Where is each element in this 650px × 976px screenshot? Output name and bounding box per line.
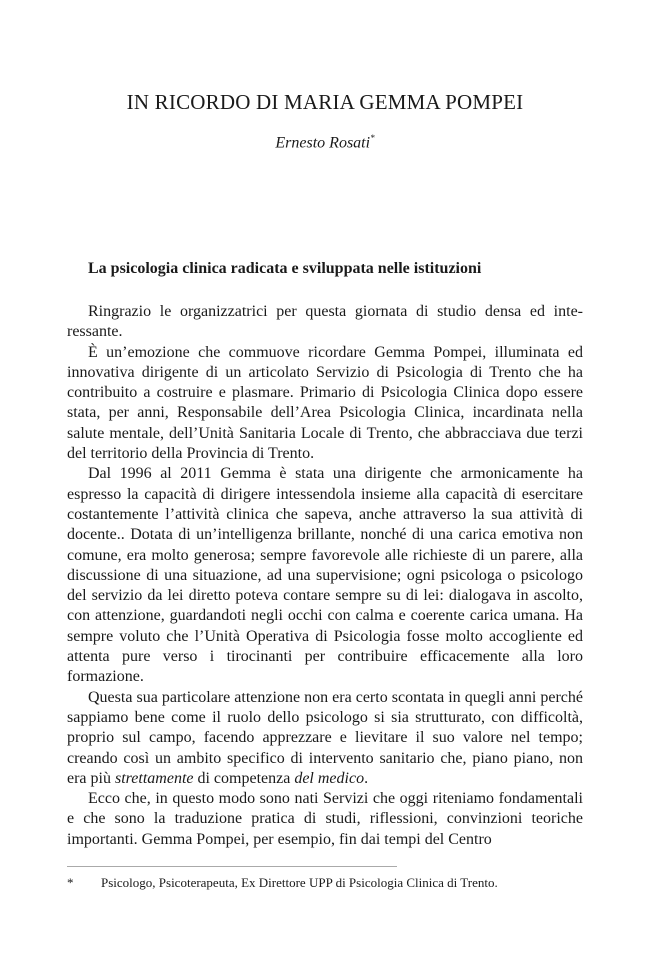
paragraph-4-text-end: . (364, 769, 369, 787)
paragraph-1: Ringrazio le organizzatrici per questa giornata di studio densa ed interessante. (67, 303, 583, 341)
section-heading: La psicologia clinica radicata e sviluppata nelle istituzioni (88, 260, 482, 277)
footnote-reference: * (370, 133, 375, 143)
footnote (67, 875, 583, 891)
footnote-divider (67, 866, 397, 867)
paragraph-4-text-start: Questa sua particolare attenzione non era certo scontata in quegli anni perché sappiamo bene come il ruolo dello psicologo si sia strutturato, con difficoltà, proprio sul campo, facendo apprezzare e lievitare il suo valore nel tempo; creando così un ambito specifico di intervento sanitario che, piano piano, non era più (67, 688, 583, 787)
emphasis-del-medico: del medico (294, 769, 365, 787)
paragraph-4 (67, 688, 583, 789)
paragraph-5: Ecco che, in questo modo sono nati Servizi che oggi riteniamo fondamentali e che sono la traduzione pratica di studi, riflessioni, convinzioni teoriche importanti. Gemma Pompei, per esempio, fin dai tempi del Centro (67, 790, 583, 848)
footnote-mark: * (67, 875, 74, 890)
paragraph-4-text-mid: di competenza (193, 769, 295, 787)
footnote-text: Psicologo, Psicoterapeuta, Ex Direttore UPP di Psicologia Clinica di Trento. (101, 875, 498, 890)
emphasis-strettamente: strettamente (114, 769, 194, 787)
paragraph-2: È un’emozione che commuove ricordare Gemma Pompei, illuminata ed innovativa dirigente di un articolato Servizio di Psicologia di Trento che ha contribuito a costruire e plasmare. Primario di Psicologia Clinica dopo essere stata, per anni, Responsabile dell’Area Psicologia Clinica, incardinata nella salute mentale, dell’Unità Sanitaria Locale di Trento, che abbracciava due terzi del territorio della Provincia di Trento. (67, 343, 583, 463)
page-title: IN RICORDO DI MARIA GEMMA POMPEI (126, 90, 524, 114)
paragraph-3: Dal 1996 al 2011 Gemma è stata una dirigente che armonicamente ha espresso la capacità di dirigere intessendola insieme alla capacità di esercitare costantemente l’attività clinica che sapeva, anche attraverso la sua attività di docente.. Dotata di un’intelligenza brillante, nonché di una carica emotiva non comune, era molto generosa; sempre favorevole alle richieste di un parere, alla discussione di una situazione, ad una supervisione; ogni psicologa o psicologo del servizio da lei diretto poteva contare sempre su di lei: dialogava in ascolto, con attenzione, guardandoti negli occhi con calma e coerente carica umana. Ha sempre voluto che l’Unità Operativa di Psicologia fosse molto accogliente ed attenta pure verso i tirocinanti per contribuire efficacemente alla loro formazione. (67, 465, 583, 686)
author-line (0, 133, 650, 152)
author-name: Ernesto Rosati (275, 134, 371, 152)
body-text (67, 302, 583, 850)
